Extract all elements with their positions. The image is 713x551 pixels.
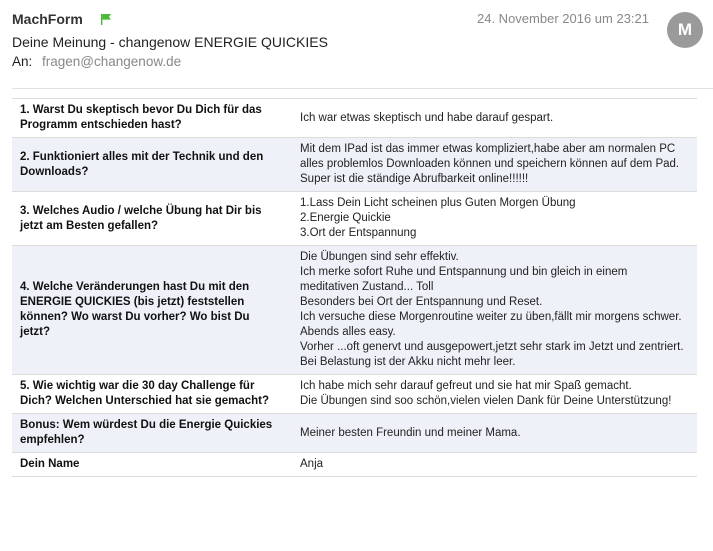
question-cell: 5. Wie wichtig war die 30 day Challenge für Dich? Welchen Unterschied hat sie gemacht? — [12, 375, 286, 414]
table-row — [12, 99, 697, 138]
avatar: M — [667, 12, 703, 48]
table-row — [12, 138, 697, 192]
answer-cell — [286, 453, 697, 477]
answer-line: Ich versuche diese Morgenroutine weiter zu üben,fällt mir morgens schwer. — [300, 311, 682, 323]
answer-line: Bei Belastung ist der Akku nicht mehr leer. — [300, 356, 516, 368]
answer-cell — [286, 375, 697, 414]
table-row — [12, 453, 697, 477]
answer-line: Ich war etwas skeptisch und habe darauf gespart. — [300, 111, 554, 124]
answer-cell — [286, 192, 697, 246]
answer-line: 2.Energie Quickie — [300, 212, 391, 224]
flag-icon[interactable] — [100, 13, 112, 25]
sender-name[interactable]: MachForm — [12, 11, 83, 27]
answer-line: Abends alles easy. — [300, 326, 396, 338]
form-body — [12, 99, 697, 477]
answer-line: Meiner besten Freundin und meiner Mama. — [300, 426, 521, 439]
table-row — [12, 375, 697, 414]
answer-line: Die Übungen sind soo schön,vielen vielen Dank für Deine Unterstützung! — [300, 395, 672, 407]
header-divider — [12, 88, 713, 89]
answer-cell — [286, 246, 697, 375]
answer-line: 3.Ort der Entspannung — [300, 227, 417, 239]
answer-line: Besonders bei Ort der Entspannung und Reset. — [300, 296, 543, 308]
table-row — [12, 246, 697, 375]
question-cell: 1. Warst Du skeptisch bevor Du Dich für das Programm entschieden hast? — [12, 99, 286, 138]
answer-line: 1.Lass Dein Licht scheinen plus Guten Morgen Übung — [300, 197, 576, 209]
question-cell: Bonus: Wem würdest Du die Energie Quickies empfehlen? — [12, 414, 286, 453]
to-label: An: — [12, 54, 33, 69]
answer-cell — [286, 99, 697, 138]
question-cell: 3. Welches Audio / welche Übung hat Dir bis jetzt am Besten gefallen? — [12, 192, 286, 246]
answer-line: Vorher ...oft genervt und ausgepowert,jetzt sehr stark im Jetzt und zentriert. — [300, 341, 684, 353]
recipient-email[interactable]: fragen@changenow.de — [42, 54, 182, 69]
answer-cell — [286, 138, 697, 192]
table-row — [12, 414, 697, 453]
recipient-row — [12, 54, 181, 69]
answer-line: Ich merke sofort Ruhe und Entspannung und bin gleich in einem meditativen Zustand... Toll — [300, 266, 628, 293]
email-header — [0, 0, 713, 88]
question-cell: 4. Welche Veränderungen hast Du mit den ENERGIE QUICKIES (bis jetzt) feststellen können? Wo warst Du vorher? Wo bist Du jetzt? — [12, 246, 286, 375]
form-results-table — [12, 98, 697, 477]
email-subject: Deine Meinung - changenow ENERGIE QUICKIES — [12, 34, 328, 50]
question-cell: Dein Name — [12, 453, 286, 477]
answer-line: Mit dem IPad ist das immer etwas kompliziert,habe aber am normalen PC alles problemlos Downloaden können und speichern können auf dem Pad. — [300, 143, 680, 170]
question-cell: 2. Funktioniert alles mit der Technik und den Downloads? — [12, 138, 286, 192]
email-date: 24. November 2016 um 23:21 — [477, 11, 649, 26]
answer-cell — [286, 414, 697, 453]
answer-line: Ich habe mich sehr darauf gefreut und sie hat mir Spaß gemacht. — [300, 380, 632, 392]
answer-line: Die Übungen sind sehr effektiv. — [300, 251, 459, 263]
table-row — [12, 192, 697, 246]
answer-line: Anja — [300, 458, 324, 470]
answer-line: Super ist die ständige Abrufbarkeit online!!!!!! — [300, 173, 529, 185]
